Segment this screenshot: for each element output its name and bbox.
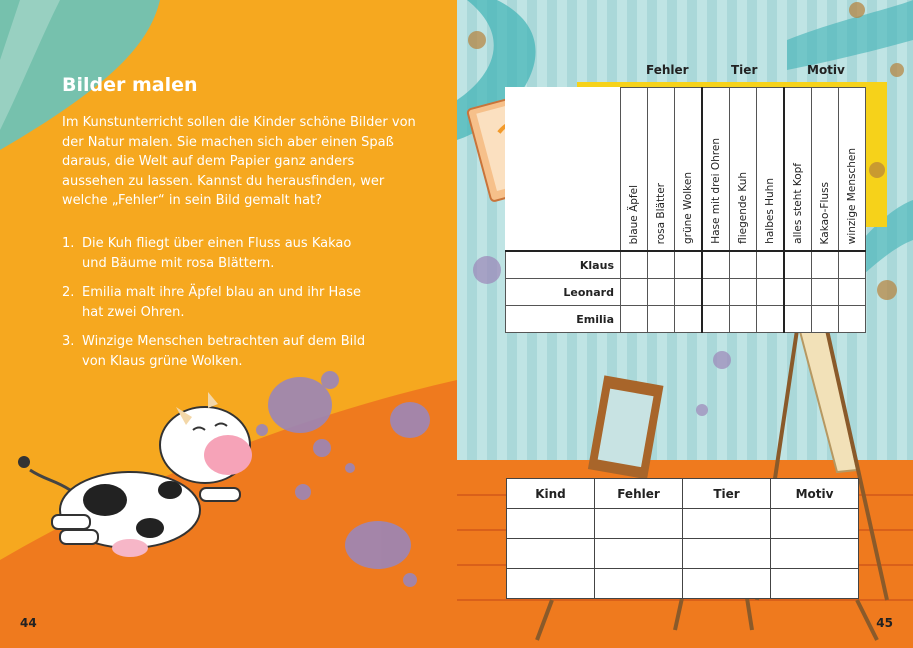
answer-cell[interactable] <box>683 509 771 539</box>
column-header: Hase mit drei Ohren <box>702 88 730 252</box>
answer-cell[interactable] <box>683 539 771 569</box>
column-header: winzige Menschen <box>839 88 866 252</box>
grid-cell[interactable] <box>730 279 757 306</box>
clue-item <box>62 283 372 323</box>
grid-cell[interactable] <box>621 251 648 279</box>
clue-number: 1. <box>62 236 75 251</box>
grid-cell[interactable] <box>648 306 675 333</box>
grid-cell[interactable] <box>702 251 730 279</box>
grid-cell[interactable] <box>812 251 839 279</box>
column-header: Kakao-Fluss <box>812 88 839 252</box>
clue-text: Emilia malt ihre Äpfel blau an und ihr Hase hat zwei Ohren. <box>82 285 362 320</box>
column-header: alles steht Kopf <box>784 88 812 252</box>
group-heading-fehler: Fehler <box>646 63 689 77</box>
grid-cell[interactable] <box>784 279 812 306</box>
column-header: halbes Huhn <box>757 88 785 252</box>
answer-table <box>506 478 859 599</box>
page-number-right: 45 <box>876 616 893 630</box>
grid-cell[interactable] <box>730 306 757 333</box>
answer-header-fehler: Fehler <box>595 479 683 509</box>
answer-cell[interactable] <box>771 539 859 569</box>
answer-cell[interactable] <box>683 569 771 599</box>
clue-number: 2. <box>62 285 75 300</box>
column-header: grüne Wolken <box>675 88 703 252</box>
clue-text: Die Kuh fliegt über einen Fluss aus Kakao und Bäume mit rosa Blättern. <box>82 236 352 271</box>
grid-cell[interactable] <box>839 251 866 279</box>
row-label-leonard: Leonard <box>506 279 621 306</box>
grid-cell[interactable] <box>675 251 703 279</box>
answer-header-tier: Tier <box>683 479 771 509</box>
column-header: blaue Äpfel <box>621 88 648 252</box>
clue-text: Winzige Menschen betrachten auf dem Bild von Klaus grüne Wolken. <box>82 334 366 369</box>
answer-cell[interactable] <box>595 509 683 539</box>
intro-text: Im Kunstunterricht sollen die Kinder schöne Bilder von der Natur malen. Sie machen sich aber einen Spaß daraus, die Welt auf dem Papier ganz anders aussehen zu lassen. Kannst du herausfinden, wer welche „Fehler“ in sein Bild gemalt hat? <box>62 115 416 208</box>
grid-cell[interactable] <box>812 306 839 333</box>
logic-grid <box>505 87 866 333</box>
grid-cell[interactable] <box>621 279 648 306</box>
row-label-emilia: Emilia <box>506 306 621 333</box>
grid-cell[interactable] <box>784 306 812 333</box>
answer-cell[interactable] <box>771 509 859 539</box>
grid-cell[interactable] <box>812 279 839 306</box>
clue-list <box>62 234 372 381</box>
answer-cell[interactable] <box>507 539 595 569</box>
answer-cell[interactable] <box>595 569 683 599</box>
grid-cell[interactable] <box>648 279 675 306</box>
grid-cell[interactable] <box>757 279 785 306</box>
clue-number: 3. <box>62 334 75 349</box>
grid-corner <box>506 88 621 252</box>
grid-cell[interactable] <box>839 306 866 333</box>
grid-cell[interactable] <box>757 251 785 279</box>
group-heading-tier: Tier <box>731 63 758 77</box>
answer-cell[interactable] <box>507 509 595 539</box>
group-heading-motiv: Motiv <box>807 63 845 77</box>
answer-cell[interactable] <box>595 539 683 569</box>
grid-cell[interactable] <box>675 306 703 333</box>
grid-cell[interactable] <box>784 251 812 279</box>
grid-cell[interactable] <box>839 279 866 306</box>
column-header: fliegende Kuh <box>730 88 757 252</box>
answer-header-motiv: Motiv <box>771 479 859 509</box>
grid-cell[interactable] <box>702 279 730 306</box>
grid-cell[interactable] <box>675 279 703 306</box>
clue-item <box>62 332 372 372</box>
grid-cell[interactable] <box>730 251 757 279</box>
answer-header-kind: Kind <box>507 479 595 509</box>
clue-item <box>62 234 372 274</box>
grid-cell[interactable] <box>648 251 675 279</box>
page-title: Bilder malen <box>62 74 198 96</box>
page-number-left: 44 <box>20 616 37 630</box>
grid-cell[interactable] <box>621 306 648 333</box>
column-header: rosa Blätter <box>648 88 675 252</box>
row-label-klaus: Klaus <box>506 251 621 279</box>
answer-cell[interactable] <box>771 569 859 599</box>
grid-cell[interactable] <box>757 306 785 333</box>
answer-cell[interactable] <box>507 569 595 599</box>
grid-cell[interactable] <box>702 306 730 333</box>
